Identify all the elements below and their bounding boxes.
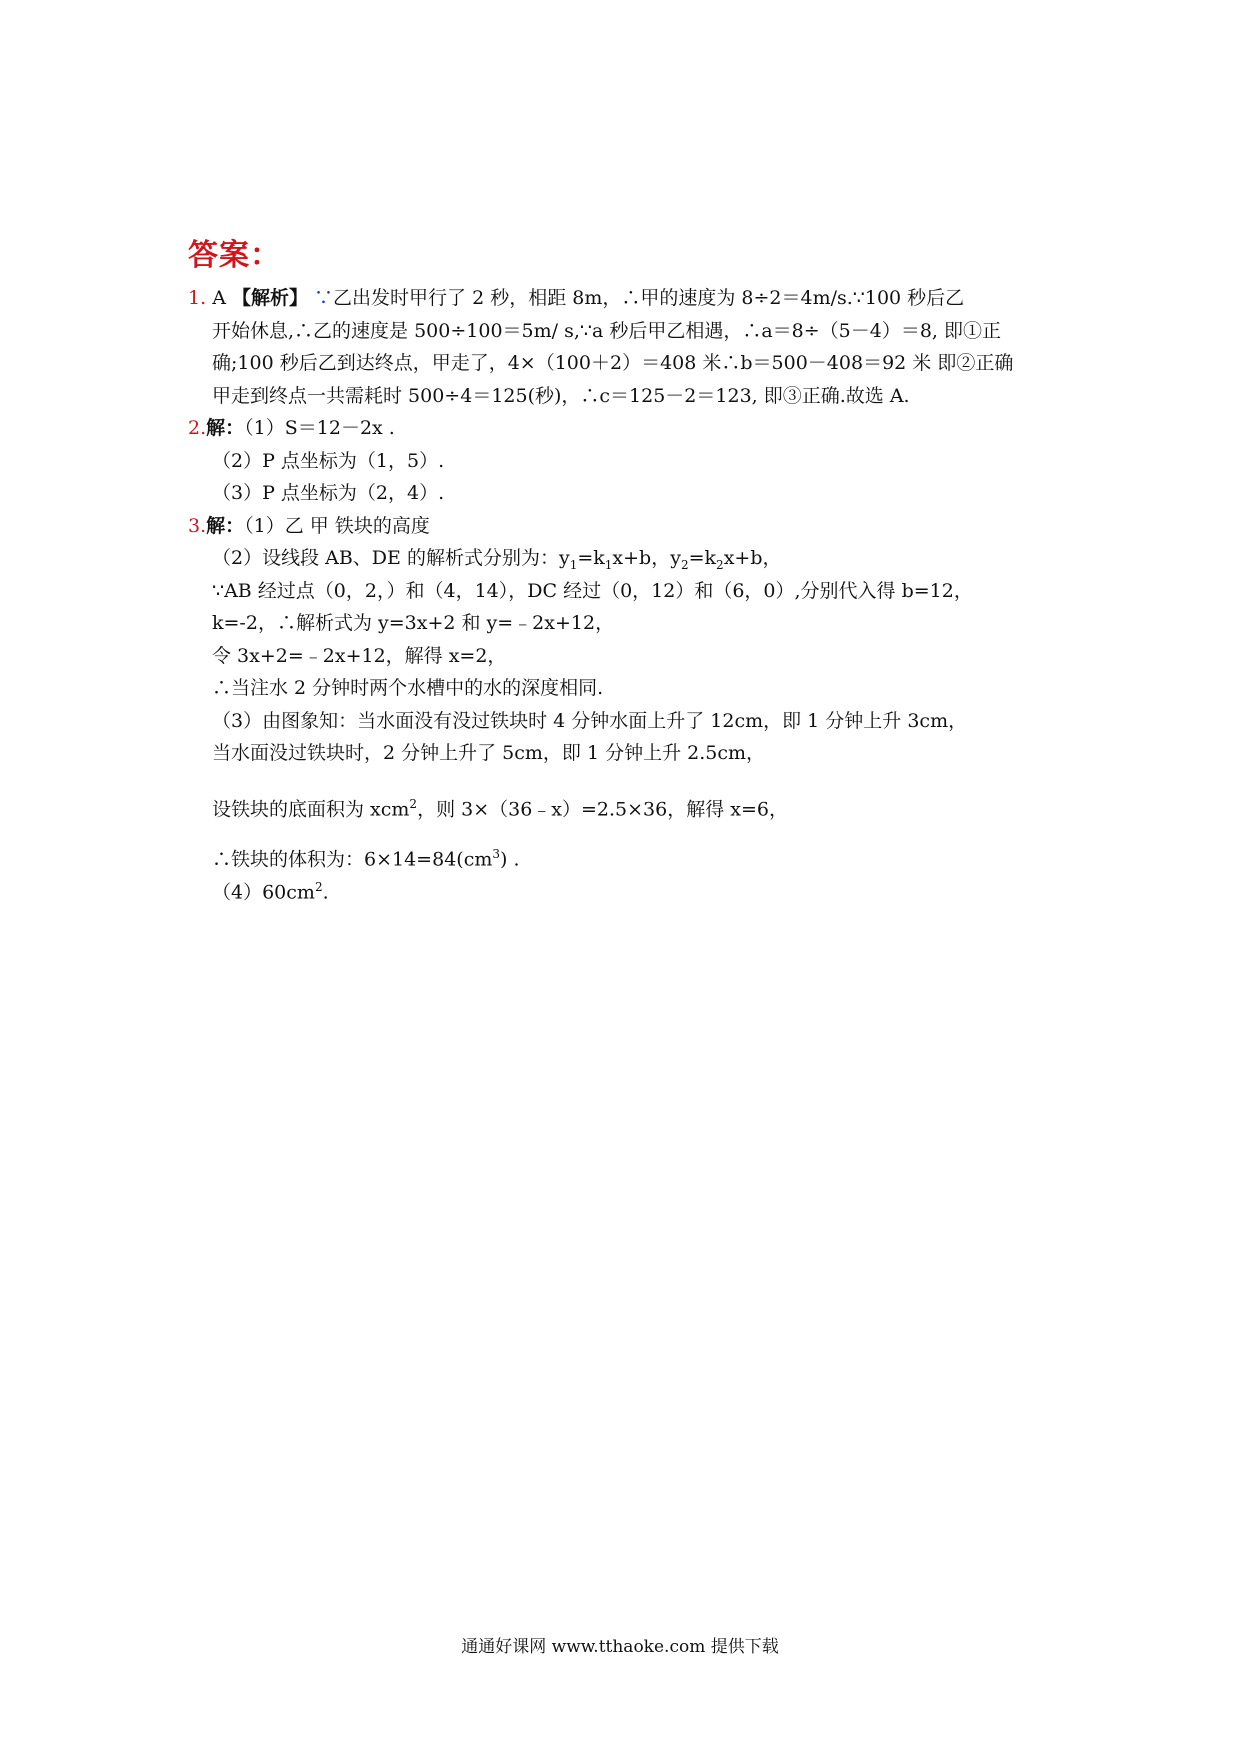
subscript: 2 [716, 557, 724, 572]
q3-text-2b: =k [577, 547, 605, 569]
subscript: 1 [569, 557, 578, 572]
q1-line-1 [188, 282, 1068, 315]
q2-line-2: （2）P 点坐标为（1，5）. [212, 449, 445, 472]
q3-text-9a: 设铁块的底面积为 xcm [212, 797, 410, 820]
q3-line-5: 令 3x+2=﹣2x+12，解得 x=2， [212, 644, 507, 667]
q3-text-11b: . [322, 880, 329, 903]
q3-label: 解： [206, 514, 245, 537]
spacer [188, 820, 1068, 838]
superscript: 2 [314, 879, 323, 894]
subscript: 1 [604, 557, 613, 572]
q3-text-2d: =k [688, 547, 717, 569]
q2-line-3: （3）P 点坐标为（2，4）. [212, 482, 445, 504]
superscript: 2 [409, 796, 418, 811]
q1-analysis-tag: 【解析】 [231, 287, 308, 309]
q2-text-1: （1）S＝12－2x . [244, 417, 395, 439]
q3-text-9b: ，则 3×（36﹣x）=2.5×36，解得 x=6， [417, 797, 788, 820]
q2-number: 2. [188, 417, 207, 439]
spacer [188, 770, 1068, 788]
q1-line-4: 甲走到终点一共需耗时 500÷4＝125(秒)，∴c＝125－2＝123, 即③正确.故选 A. [212, 384, 910, 407]
q2-label: 解： [206, 417, 245, 439]
because-symbol: ∵ [314, 287, 334, 309]
answer-content [188, 282, 1068, 903]
q3-text-2a: （2）设线段 AB、DE 的解析式分别为：y [212, 547, 570, 569]
q3-number: 3. [188, 514, 207, 537]
q3-text-11a: （4）60cm [212, 880, 315, 903]
q3-text-10a: ∴铁块的体积为：6×14=84(cm [212, 848, 493, 871]
q1-answer: A [212, 287, 226, 309]
q1-text-1: 乙出发时甲行了 2 秒，相距 8m，∴甲的速度为 8÷2＝4m/s.∵100 秒后乙 [333, 287, 965, 309]
q3-line-4: k=-2，∴解析式为 y=3x+2 和 y=﹣2x+12， [212, 612, 615, 634]
q3-line-7: （3）由图象知：当水面没有没过铁块时 4 分钟水面上升了 12cm，即 1 分钟上升 3cm， [212, 709, 968, 732]
superscript: 3 [492, 847, 500, 861]
q3-line-10 [188, 838, 1068, 871]
q1-number: 1. [188, 287, 207, 309]
answer-heading: 答案： [188, 238, 281, 273]
q1-line-2: 开始休息,∴乙的速度是 500÷100＝5m/ s,∵a 秒后甲乙相遇，∴a＝8÷（5－4）＝8, 即①正 [212, 319, 1002, 342]
q3-text-2e: x+b， [723, 547, 782, 569]
q3-line-8: 当水面没过铁块时，2 分钟上升了 5cm，即 1 分钟上升 2.5cm， [212, 742, 765, 764]
q3-line-6: ∴当注水 2 分钟时两个水槽中的水的深度相同. [212, 677, 604, 699]
q3-line-1 [188, 510, 1068, 543]
q3-text-10b: ) . [500, 848, 520, 871]
q1-line-3: 确;100 秒后乙到达终点，甲走了，4×（100＋2）＝408 米∴b＝500－408＝92 米 即②正确 [212, 352, 1014, 374]
q3-line-3: ∵AB 经过点（0，2，）和（4，14），DC 经过（0，12）和（6，0）,分别代入得 b=12， [212, 579, 973, 602]
q3-text-1: （1）乙 甲 铁块的高度 [244, 514, 430, 537]
q3-line-2 [188, 542, 1068, 575]
footer-watermark: 通通好课网 www.tthaoke.com 提供下载 [461, 1637, 779, 1657]
q2-line-1 [188, 412, 1068, 445]
q3-line-9 [188, 788, 1068, 821]
q3-text-2c: x+b，y [612, 547, 681, 569]
q3-line-11 [188, 871, 1068, 904]
subscript: 2 [680, 557, 689, 572]
